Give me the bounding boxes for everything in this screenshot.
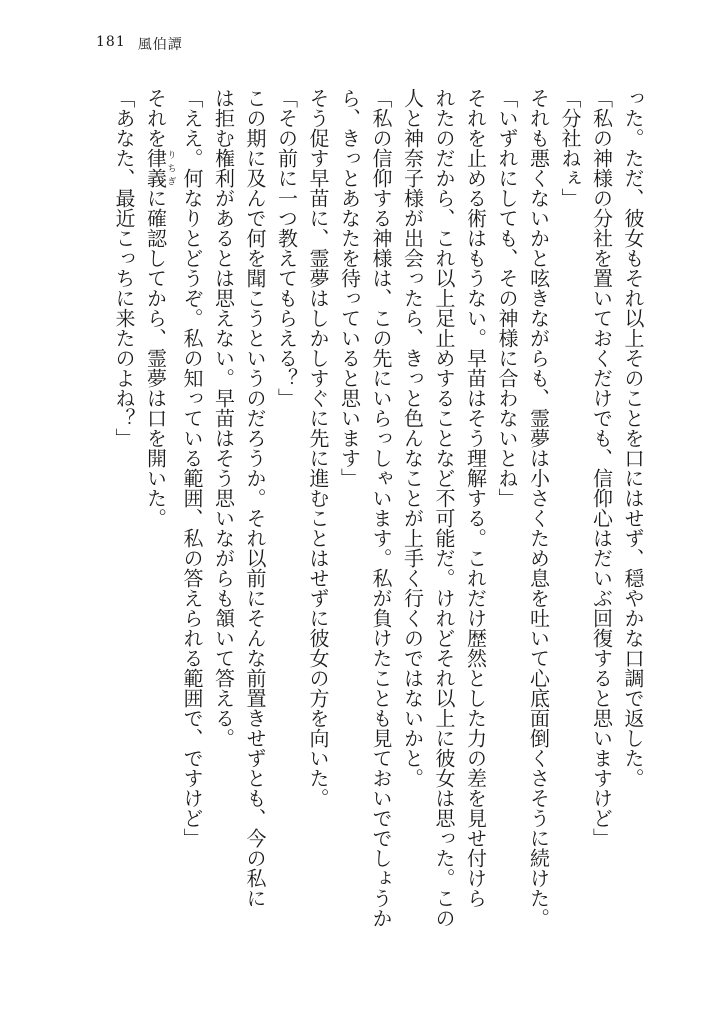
ruby-reading: りちぎ — [165, 148, 176, 188]
text-segment: に確認してから、霊夢は口を開いた。 — [143, 188, 168, 528]
page-number: 181 — [96, 34, 126, 50]
text-line: この期に及んで何を聞こうというのだろうか。それ以前にそんな前置きせずとも、今の私に — [243, 88, 267, 908]
text-line: 「いずれにしても、その神様に合わないとね」 — [495, 88, 519, 508]
vertical-text-body — [108, 88, 649, 988]
text-line-with-ruby — [139, 88, 176, 988]
text-line: 人と神奈子様が出会ったら、きっと色んなことが上手く行くのではないかと。 — [400, 88, 425, 788]
text-line: った。ただ、彼女もそれ以上そのことを口にはせず、穏やかな口調で返した。 — [621, 88, 645, 788]
chapter-title: 風伯譚 — [137, 37, 183, 53]
text-line: 「分社ねぇ」 — [558, 88, 582, 208]
page-header — [96, 34, 183, 54]
text-line: それを止める術はもうない。早苗はそう理解する。これだけ歴然とした力の差を見せ付けら — [463, 88, 488, 908]
text-segment: それを — [143, 88, 168, 148]
text-line: れたのだから、これ以上足止めすることなど不可能だ。けれどそれ以上に彼女は思った。この — [432, 88, 456, 928]
text-line: 「その前に一つ教えてもらえる？」 — [274, 88, 299, 408]
text-line: 「私の信仰する神様は、この先にいらっしゃいます。私が負けたことも見ておいででしょうか — [369, 88, 393, 928]
text-line: 「ええ。何なりとどうぞ。私の知っている範囲、私の答えられる範囲で、ですけど」 — [180, 88, 204, 848]
text-line: 「私の神様の分社を置いておくだけでも、信仰心はだいぶ回復すると思いますけど」 — [589, 88, 614, 848]
text-line: は拒む権利があるとは思えない。早苗はそう思いながらも頷いて答える。 — [211, 88, 236, 748]
ruby-word: 律義りちぎ — [143, 148, 176, 188]
text-line: ら、きっとあなたを待っていると思います」 — [337, 88, 362, 488]
text-line: それも悪くないかと呟きながらも、霊夢は小さくため息を吐いて心底面倒くさそうに続けた。 — [526, 88, 551, 928]
text-line: そう促す早苗に、霊夢はしかしすぐに先に進むことはせずに彼女の方を向いた。 — [306, 88, 330, 808]
text-line: 「あなた、最近こっちに来たのよね？」 — [112, 88, 136, 448]
